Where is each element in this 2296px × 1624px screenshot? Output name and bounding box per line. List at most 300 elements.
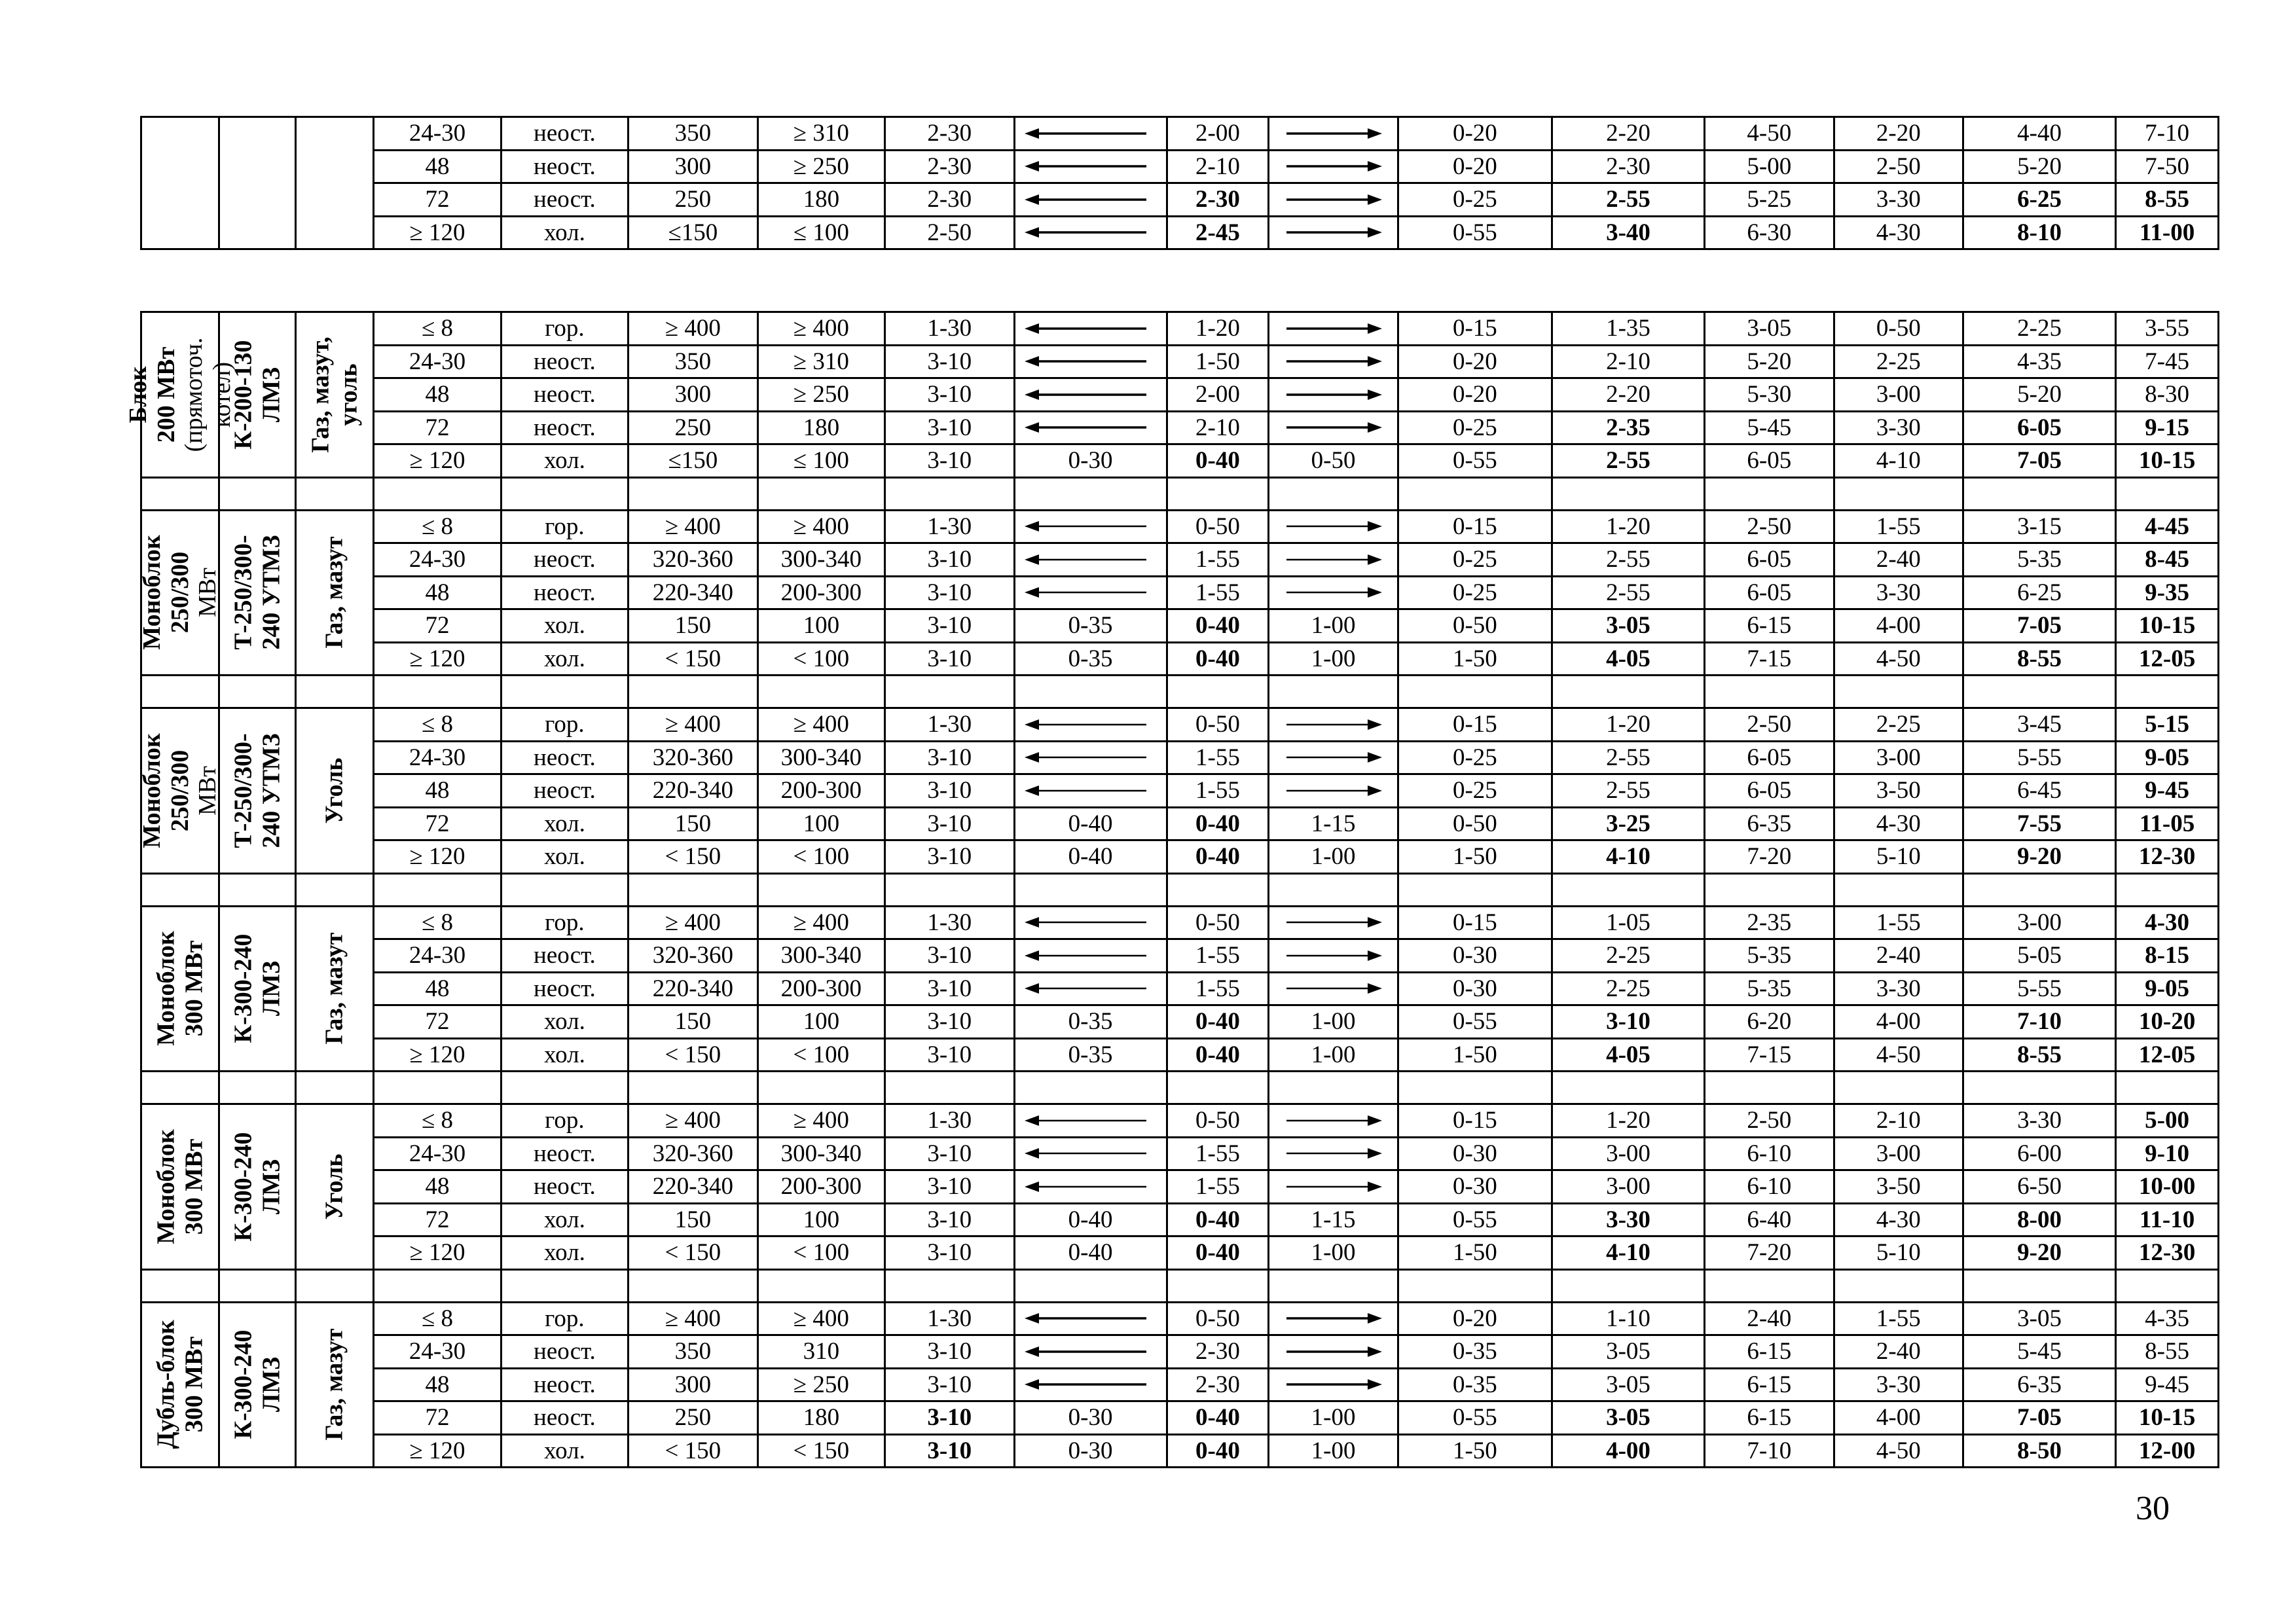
- table-cell: 150: [629, 609, 758, 643]
- arrow-left-icon: [1014, 1170, 1167, 1204]
- fuel-label-line: уголь: [335, 363, 363, 426]
- table-cell: неост.: [501, 411, 628, 444]
- table-cell: 8-10: [1963, 216, 2116, 249]
- fuel-label: [321, 537, 349, 649]
- table-row: [141, 708, 2219, 742]
- table-cell: 1-20: [1552, 510, 1704, 543]
- table-cell: 2-25: [1834, 708, 1963, 742]
- table-cell: 6-15: [1705, 1368, 1834, 1401]
- block-label: [153, 931, 208, 1046]
- separator-row: [141, 1269, 2219, 1302]
- table-cell: 220-340: [629, 576, 758, 609]
- table-cell: 200-300: [757, 1170, 884, 1204]
- empty-cell: [757, 676, 884, 708]
- table-cell: 3-10: [885, 1368, 1015, 1401]
- table-cell: 0-40: [1167, 1005, 1269, 1039]
- table-cell: 2-00: [1167, 378, 1269, 412]
- table-cell: 10-15: [2116, 609, 2219, 643]
- table-cell: 2-50: [1834, 150, 1963, 183]
- empty-cell: [1552, 1269, 1704, 1302]
- empty-cell: [885, 477, 1015, 510]
- table-cell: 3-10: [885, 444, 1015, 478]
- table-cell: 8-45: [2116, 543, 2219, 577]
- table-cell: 0-25: [1398, 543, 1552, 577]
- table-cell: 300-340: [757, 741, 884, 774]
- table-cell: 5-10: [1834, 1236, 1963, 1270]
- table-cell: 1-20: [1167, 312, 1269, 346]
- table-cell: хол.: [501, 642, 628, 676]
- table-cell: 2-20: [1552, 117, 1704, 151]
- turbine-label-cell: [219, 708, 296, 874]
- table-cell: 11-05: [2116, 807, 2219, 840]
- arrow-left-icon: [1014, 1104, 1167, 1138]
- table-cell: 0-55: [1398, 1203, 1552, 1236]
- table-cell: 7-10: [2116, 117, 2219, 151]
- table-cell: 24-30: [374, 117, 501, 151]
- table-cell: 0-40: [1167, 840, 1269, 874]
- table-cell: 3-30: [1834, 411, 1963, 444]
- table-cell: 0-40: [1167, 642, 1269, 676]
- table-cell: 5-55: [1963, 972, 2116, 1005]
- table-cell: 2-55: [1552, 774, 1704, 808]
- table-cell: 3-10: [885, 774, 1015, 808]
- table-cell: 0-35: [1014, 1005, 1167, 1039]
- empty-cell: [1269, 676, 1398, 708]
- table-cell: < 100: [757, 642, 884, 676]
- table-cell: 2-30: [885, 150, 1015, 183]
- table-cell: 1-55: [1167, 1170, 1269, 1204]
- table-cell: 0-15: [1398, 510, 1552, 543]
- table-cell: 4-35: [1963, 345, 2116, 378]
- table-cell: 1-55: [1167, 741, 1269, 774]
- table-cell: неост.: [501, 1401, 628, 1435]
- empty-cell: [1269, 1269, 1398, 1302]
- empty-cell: [1834, 1072, 1963, 1104]
- table-cell: ≥ 250: [757, 378, 884, 412]
- table-cell: 8-55: [2116, 183, 2219, 217]
- table-cell: 5-35: [1963, 543, 2116, 577]
- empty-cell: [141, 676, 219, 708]
- table-cell: 9-05: [2116, 972, 2219, 1005]
- arrow-right-icon: [1269, 183, 1398, 217]
- empty-cell: [1834, 1269, 1963, 1302]
- table-cell: неост.: [501, 150, 628, 183]
- table-cell: 3-10: [885, 1434, 1015, 1468]
- table-cell: 3-00: [1963, 906, 2116, 939]
- table-cell: ≤ 8: [374, 312, 501, 346]
- block-label-line: Блок: [124, 366, 152, 424]
- table-cell: 200-300: [757, 774, 884, 808]
- table-cell: 320-360: [629, 741, 758, 774]
- table-cell: гор.: [501, 510, 628, 543]
- table-cell: 8-30: [2116, 378, 2219, 412]
- table-cell: 3-45: [1963, 708, 2116, 742]
- table-cell: < 150: [757, 1434, 884, 1468]
- table-cell: 4-50: [1834, 1038, 1963, 1072]
- table-cell: 6-15: [1705, 1335, 1834, 1369]
- table-cell: 8-50: [1963, 1434, 2116, 1468]
- table-cell: 0-55: [1398, 1401, 1552, 1435]
- table-cell: 2-10: [1834, 1104, 1963, 1138]
- table-cell: 100: [757, 807, 884, 840]
- table-cell: 3-10: [885, 1170, 1015, 1204]
- separator-row: [141, 676, 2219, 708]
- table-cell: 2-30: [885, 183, 1015, 217]
- table-cell: 3-10: [885, 609, 1015, 643]
- table-row: [141, 1038, 2219, 1072]
- table-cell: 4-00: [1834, 609, 1963, 643]
- arrow-left-icon: [1014, 117, 1167, 151]
- turbine-label-cell: [219, 510, 296, 676]
- empty-cell: [885, 676, 1015, 708]
- empty-cell: [1834, 477, 1963, 510]
- schedule-table: [140, 116, 2219, 250]
- arrow-right-icon: [1269, 906, 1398, 939]
- table-cell: 180: [757, 1401, 884, 1435]
- turbine-label: [230, 1330, 285, 1439]
- table-cell: 1-20: [1552, 708, 1704, 742]
- table-cell: 300-340: [757, 543, 884, 577]
- table-cell: 7-15: [1705, 1038, 1834, 1072]
- table-cell: 3-10: [885, 642, 1015, 676]
- arrow-right-icon: [1269, 543, 1398, 577]
- table-row: [141, 378, 2219, 412]
- table-cell: < 100: [757, 840, 884, 874]
- table-cell: 5-00: [2116, 1104, 2219, 1138]
- table-row: [141, 741, 2219, 774]
- table-cell: 48: [374, 576, 501, 609]
- table-row: [141, 972, 2219, 1005]
- table-cell: 5-30: [1705, 378, 1834, 412]
- table-cell: 3-05: [1552, 1368, 1704, 1401]
- empty-cell: [757, 477, 884, 510]
- empty-cell: [1963, 1072, 2116, 1104]
- table-cell: 11-00: [2116, 216, 2219, 249]
- table-cell: 1-00: [1269, 1038, 1398, 1072]
- fuel-label-line: Уголь: [320, 757, 348, 824]
- turbine-label-line: 240 УТМЗ: [257, 733, 285, 848]
- table-cell: ≥ 250: [757, 150, 884, 183]
- empty-cell: [1167, 676, 1269, 708]
- table-row: [141, 345, 2219, 378]
- table-cell: 48: [374, 1368, 501, 1401]
- table-cell: 250: [629, 183, 758, 217]
- table-cell: 0-55: [1398, 1005, 1552, 1039]
- table-cell: 2-25: [1552, 972, 1704, 1005]
- table-cell: 0-25: [1398, 576, 1552, 609]
- empty-cell: [1834, 873, 1963, 906]
- table-cell: 0-40: [1167, 807, 1269, 840]
- table-cell: 6-35: [1963, 1368, 2116, 1401]
- table-cell: 4-05: [1552, 1038, 1704, 1072]
- table-cell: 3-30: [1552, 1203, 1704, 1236]
- table-cell: 0-40: [1167, 1038, 1269, 1072]
- fuel-label-line: Газ, мазут,: [306, 336, 335, 453]
- table-row: [141, 576, 2219, 609]
- table-cell: 0-40: [1167, 1401, 1269, 1435]
- empty-cell: [1963, 477, 2116, 510]
- arrow-right-icon: [1269, 216, 1398, 249]
- turbine-label: [230, 340, 285, 449]
- empty-cell: [1014, 477, 1167, 510]
- table-cell: 72: [374, 807, 501, 840]
- arrow-right-icon: [1269, 1368, 1398, 1401]
- block-label-cell: [141, 117, 219, 249]
- table-cell: 1-30: [885, 708, 1015, 742]
- empty-cell: [219, 1072, 296, 1104]
- table-cell: 7-50: [2116, 150, 2219, 183]
- table-cell: 1-30: [885, 510, 1015, 543]
- table-cell: 4-00: [1552, 1434, 1704, 1468]
- table-cell: 6-10: [1705, 1170, 1834, 1204]
- arrow-left-icon: [1014, 510, 1167, 543]
- table-cell: 2-35: [1552, 411, 1704, 444]
- arrow-left-icon: [1014, 708, 1167, 742]
- block-label-line: Дубль-блок: [152, 1320, 180, 1449]
- arrow-left-icon: [1014, 312, 1167, 346]
- empty-cell: [374, 1269, 501, 1302]
- empty-cell: [1269, 1072, 1398, 1104]
- table-row: [141, 1434, 2219, 1468]
- table-cell: 1-55: [1167, 576, 1269, 609]
- table-cell: 5-05: [1963, 939, 2116, 973]
- table-cell: 220-340: [629, 972, 758, 1005]
- turbine-label-line: К-300-240: [229, 1132, 257, 1242]
- table-cell: 1-00: [1269, 1434, 1398, 1468]
- table-cell: 3-05: [1552, 1401, 1704, 1435]
- empty-cell: [374, 676, 501, 708]
- table-cell: < 100: [757, 1236, 884, 1270]
- table-cell: 72: [374, 1203, 501, 1236]
- table-cell: 300-340: [757, 939, 884, 973]
- table-cell: 100: [757, 1005, 884, 1039]
- table-cell: 0-40: [1167, 444, 1269, 478]
- table-cell: 5-45: [1963, 1335, 2116, 1369]
- empty-cell: [1705, 676, 1834, 708]
- table-cell: 3-30: [1834, 183, 1963, 217]
- table-cell: 1-55: [1167, 774, 1269, 808]
- empty-cell: [374, 1072, 501, 1104]
- turbine-label-line: К-300-240: [229, 933, 257, 1043]
- table-cell: 2-20: [1552, 378, 1704, 412]
- table-cell: ≥ 310: [757, 345, 884, 378]
- empty-cell: [219, 477, 296, 510]
- table-cell: хол.: [501, 609, 628, 643]
- table-cell: ≤ 100: [757, 444, 884, 478]
- fuel-label-cell: [296, 708, 374, 874]
- table-cell: 0-35: [1014, 642, 1167, 676]
- table-cell: 3-50: [1834, 1170, 1963, 1204]
- table-cell: 3-40: [1552, 216, 1704, 249]
- table-cell: 100: [757, 609, 884, 643]
- table-cell: 4-30: [2116, 906, 2219, 939]
- table-cell: 5-20: [1705, 345, 1834, 378]
- block-label-line: Моноблок: [138, 732, 166, 848]
- fuel-label-cell: [296, 117, 374, 249]
- table-cell: 6-05: [1705, 444, 1834, 478]
- table-cell: 2-10: [1167, 411, 1269, 444]
- table-cell: хол.: [501, 1038, 628, 1072]
- table-cell: ≥ 400: [757, 906, 884, 939]
- table-cell: 4-50: [1705, 117, 1834, 151]
- table-cell: 0-30: [1014, 1401, 1167, 1435]
- table-cell: 72: [374, 1401, 501, 1435]
- empty-cell: [1014, 1072, 1167, 1104]
- table-cell: ≤ 100: [757, 216, 884, 249]
- table-cell: 2-30: [885, 117, 1015, 151]
- table-cell: 2-50: [885, 216, 1015, 249]
- table-cell: 0-20: [1398, 345, 1552, 378]
- table-cell: 300-340: [757, 1137, 884, 1170]
- turbine-label: [230, 535, 285, 650]
- table-cell: 10-00: [2116, 1170, 2219, 1204]
- table-cell: 2-20: [1834, 117, 1963, 151]
- table-cell: ≥ 400: [629, 906, 758, 939]
- separator-row: [141, 873, 2219, 906]
- table-cell: 72: [374, 609, 501, 643]
- table-row: [141, 411, 2219, 444]
- table-cell: 5-35: [1705, 939, 1834, 973]
- fuel-label-cell: [296, 312, 374, 478]
- table-cell: ≤150: [629, 444, 758, 478]
- empty-cell: [219, 676, 296, 708]
- block-label-cell: [141, 906, 219, 1072]
- block-label: [153, 1129, 208, 1244]
- table-cell: 3-05: [1963, 1302, 2116, 1335]
- empty-cell: [296, 1072, 374, 1104]
- block-label-cell: [138, 510, 222, 676]
- table-cell: 0-50: [1167, 1104, 1269, 1138]
- table-cell: 3-10: [885, 1038, 1015, 1072]
- table-cell: 180: [757, 183, 884, 217]
- table-cell: 1-30: [885, 906, 1015, 939]
- table-cell: 150: [629, 1203, 758, 1236]
- empty-cell: [1705, 1269, 1834, 1302]
- empty-cell: [1167, 873, 1269, 906]
- arrow-left-icon: [1014, 411, 1167, 444]
- table-cell: 3-10: [885, 576, 1015, 609]
- arrow-right-icon: [1269, 411, 1398, 444]
- table-cell: 180: [757, 411, 884, 444]
- table-cell: ≥ 400: [629, 312, 758, 346]
- table-cell: ≤ 8: [374, 906, 501, 939]
- table-cell: 2-25: [1552, 939, 1704, 973]
- table-cell: 5-20: [1963, 378, 2116, 412]
- table-row: [141, 1368, 2219, 1401]
- table-cell: 0-40: [1014, 1236, 1167, 1270]
- table-cell: 8-55: [1963, 1038, 2116, 1072]
- turbine-label: [230, 934, 285, 1043]
- table-cell: 0-50: [1167, 906, 1269, 939]
- fuel-label-cell: [296, 906, 374, 1072]
- table-cell: 0-30: [1398, 1170, 1552, 1204]
- table-cell: 0-50: [1398, 807, 1552, 840]
- table-cell: хол.: [501, 1236, 628, 1270]
- table-row: [141, 807, 2219, 840]
- arrow-right-icon: [1269, 150, 1398, 183]
- table-cell: 4-35: [2116, 1302, 2219, 1335]
- block-label-cell: [141, 1104, 219, 1270]
- table-cell: 9-20: [1963, 1236, 2116, 1270]
- empty-cell: [141, 1269, 219, 1302]
- table-cell: неост.: [501, 1368, 628, 1401]
- table-cell: 0-15: [1398, 708, 1552, 742]
- table-cell: 0-20: [1398, 117, 1552, 151]
- table-cell: 2-10: [1552, 345, 1704, 378]
- table-cell: 1-55: [1834, 1302, 1963, 1335]
- arrow-left-icon: [1014, 543, 1167, 577]
- table-cell: неост.: [501, 345, 628, 378]
- table-cell: 4-00: [1834, 1005, 1963, 1039]
- table-cell: 2-40: [1705, 1302, 1834, 1335]
- table-cell: неост.: [501, 183, 628, 217]
- empty-cell: [296, 1269, 374, 1302]
- table-row: [141, 216, 2219, 249]
- table-cell: 9-15: [2116, 411, 2219, 444]
- table-cell: неост.: [501, 1170, 628, 1204]
- table-cell: 1-55: [1167, 972, 1269, 1005]
- empty-cell: [629, 676, 758, 708]
- table-cell: 0-30: [1398, 939, 1552, 973]
- block-label: [138, 733, 222, 848]
- table-cell: 6-20: [1705, 1005, 1834, 1039]
- empty-cell: [296, 477, 374, 510]
- table-cell: 0-30: [1398, 1137, 1552, 1170]
- table-cell: 1-10: [1552, 1302, 1704, 1335]
- table-row: [141, 1302, 2219, 1335]
- table-cell: 4-10: [1834, 444, 1963, 478]
- table-cell: 4-45: [2116, 510, 2219, 543]
- block-label-line: 300 МВт: [180, 941, 208, 1037]
- table-cell: 1-00: [1269, 609, 1398, 643]
- table-cell: гор.: [501, 1302, 628, 1335]
- empty-cell: [629, 1269, 758, 1302]
- block-label-cell: [124, 312, 236, 478]
- table-cell: 0-20: [1398, 150, 1552, 183]
- empty-cell: [629, 1072, 758, 1104]
- table-cell: 3-00: [1834, 741, 1963, 774]
- table-cell: 8-55: [2116, 1335, 2219, 1369]
- table-cell: 6-15: [1705, 609, 1834, 643]
- table-row: [141, 774, 2219, 808]
- table-cell: 0-25: [1398, 183, 1552, 217]
- empty-cell: [1705, 477, 1834, 510]
- table-cell: неост.: [501, 1335, 628, 1369]
- table-cell: ≥ 400: [629, 510, 758, 543]
- arrow-left-icon: [1014, 1137, 1167, 1170]
- table-cell: 0-25: [1398, 411, 1552, 444]
- table-cell: 3-30: [1834, 1368, 1963, 1401]
- table-row: [141, 1335, 2219, 1369]
- table-cell: хол.: [501, 807, 628, 840]
- arrow-right-icon: [1269, 1170, 1398, 1204]
- table-cell: 3-10: [885, 543, 1015, 577]
- table-cell: 220-340: [629, 1170, 758, 1204]
- empty-cell: [1705, 1072, 1834, 1104]
- table-cell: 4-30: [1834, 216, 1963, 249]
- table-cell: 1-50: [1398, 1236, 1552, 1270]
- table-cell: ≥ 120: [374, 642, 501, 676]
- table-cell: 1-15: [1269, 1203, 1398, 1236]
- empty-cell: [1398, 1269, 1552, 1302]
- table-cell: 0-40: [1014, 1203, 1167, 1236]
- table-row: [141, 183, 2219, 217]
- arrow-right-icon: [1269, 117, 1398, 151]
- table-cell: 24-30: [374, 741, 501, 774]
- empty-cell: [2116, 873, 2219, 906]
- table-cell: 0-50: [1398, 609, 1552, 643]
- block-label-line: 300 МВт: [180, 1138, 208, 1235]
